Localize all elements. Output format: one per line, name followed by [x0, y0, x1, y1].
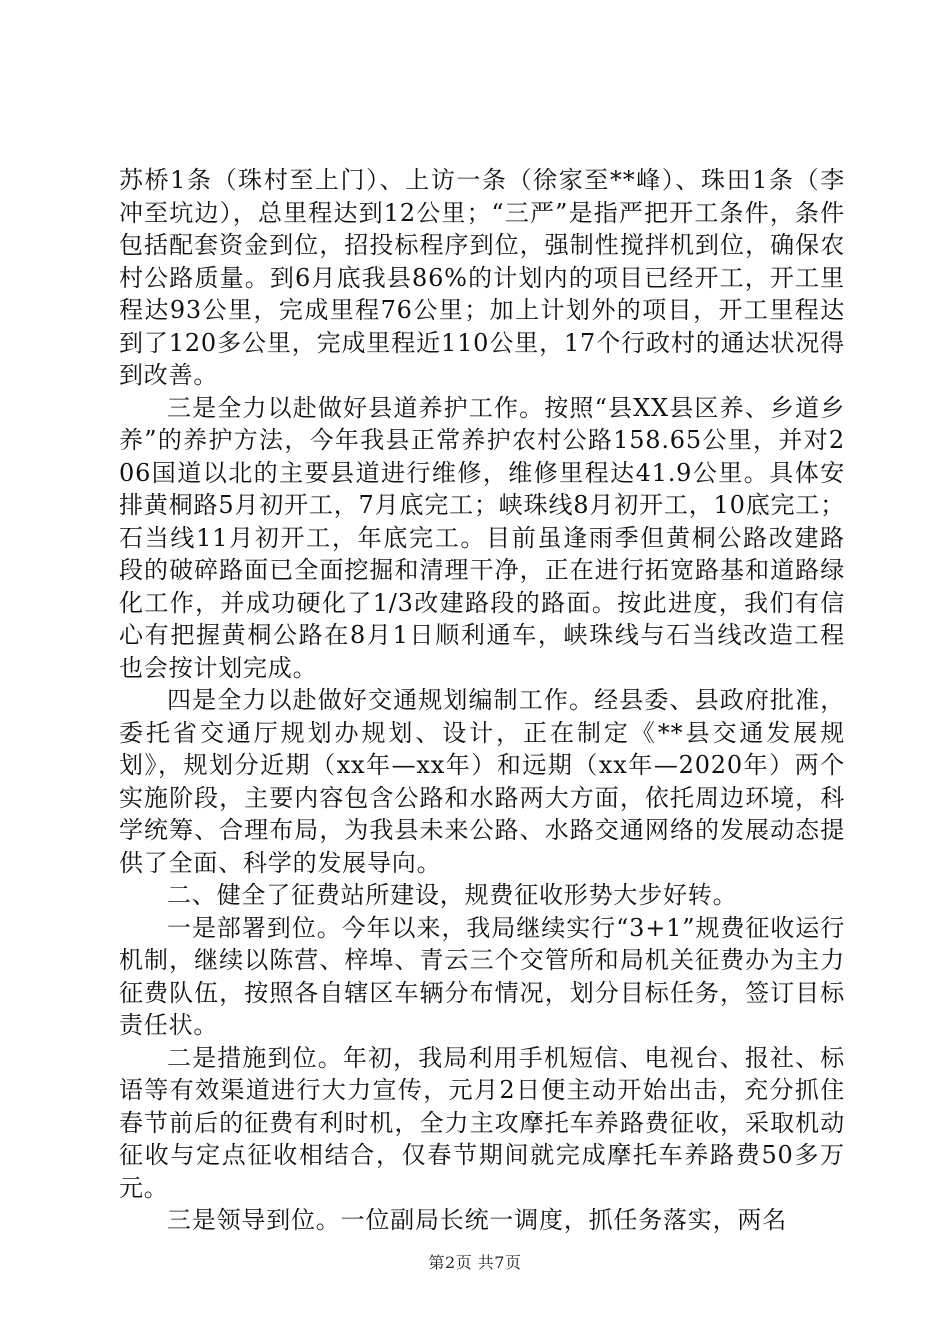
- section-heading-fee-collection: 二、健全了征费站所建设，规费征收形势大步好转。: [167, 881, 738, 909]
- page-number-footer: 第2页 共7页: [428, 1253, 522, 1272]
- paragraph-road-projects: 苏桥1条（珠村至上门）、上访一条（徐家至**峰）、珠田1条（李冲至坑边），总里程达到12公里；“三严”是指严把开工条件，条件包括配套资金到位，招投标程序到位，强制性搅拌机到位，确保农村公路质量。到6月底我县86%的计划内的项目已经开工，开工里程达93公里，完成里程76公里；加上计划外的项目，开工里程达到了120多公里，完成里程近110公里，17个行政村的通达状况得到改善。: [119, 166, 845, 389]
- paragraph-leadership: 三是领导到位。一位副局长统一调度，抓任务落实，两名: [167, 1206, 787, 1234]
- paragraph-measures: 二是措施到位。年初，我局利用手机短信、电视台、报社、标语等有效渠道进行大力宣传，元月2日便主动开始出击，充分抓住春节前后的征费有利时机，全力主攻摩托车养路费征收，采取机动征收与定点征收相结合，仅春节期间就完成摩托车养路费50多万元。: [119, 1043, 845, 1202]
- paragraph-county-road-maintenance: 三是全力以赴做好县道养护工作。按照“县XX县区养、乡道乡养”的养护方法，今年我县正常养护农村公路158.65公里，并对206国道以北的主要县道进行维修，维修里程达41.9公里。具体安排黄桐路5月初开工，7月底完工；峡珠线8月初开工，10底完工；石当线11月初开工，年底完工。目前虽逢雨季但黄桐公路改建路段的破碎路面已全面挖掘和清理干净，正在进行拓宽路基和道路绿化工作，并成功硬化了1/3改建路段的路面。按此进度，我们有信心有把握黄桐公路在8月1日顺利通车，峡珠线与石当线改造工程也会按计划完成。: [119, 393, 845, 682]
- paragraph-transport-planning: 四是全力以赴做好交通规划编制工作。经县委、县政府批准，委托省交通厅规划办规划、设计，正在制定《**县交通发展规划》，规划分近期（xx年—xx年）和远期（xx年—2020年）两个实施阶段，主要内容包含公路和水路两大方面，依托周边环境，科学统筹、合理布局，为我县未来公路、水路交通网络的发展动态提供了全面、科学的发展导向。: [119, 686, 845, 877]
- paragraph-deployment: 一是部署到位。今年以来，我局继续实行“3+1”规费征收运行机制，继续以陈营、梓埠、青云三个交管所和局机关征费办为主力征费队伍，按照各自辖区车辆分布情况，划分目标任务，签订目标责任状。: [119, 913, 845, 1039]
- document-body: [119, 164, 845, 1237]
